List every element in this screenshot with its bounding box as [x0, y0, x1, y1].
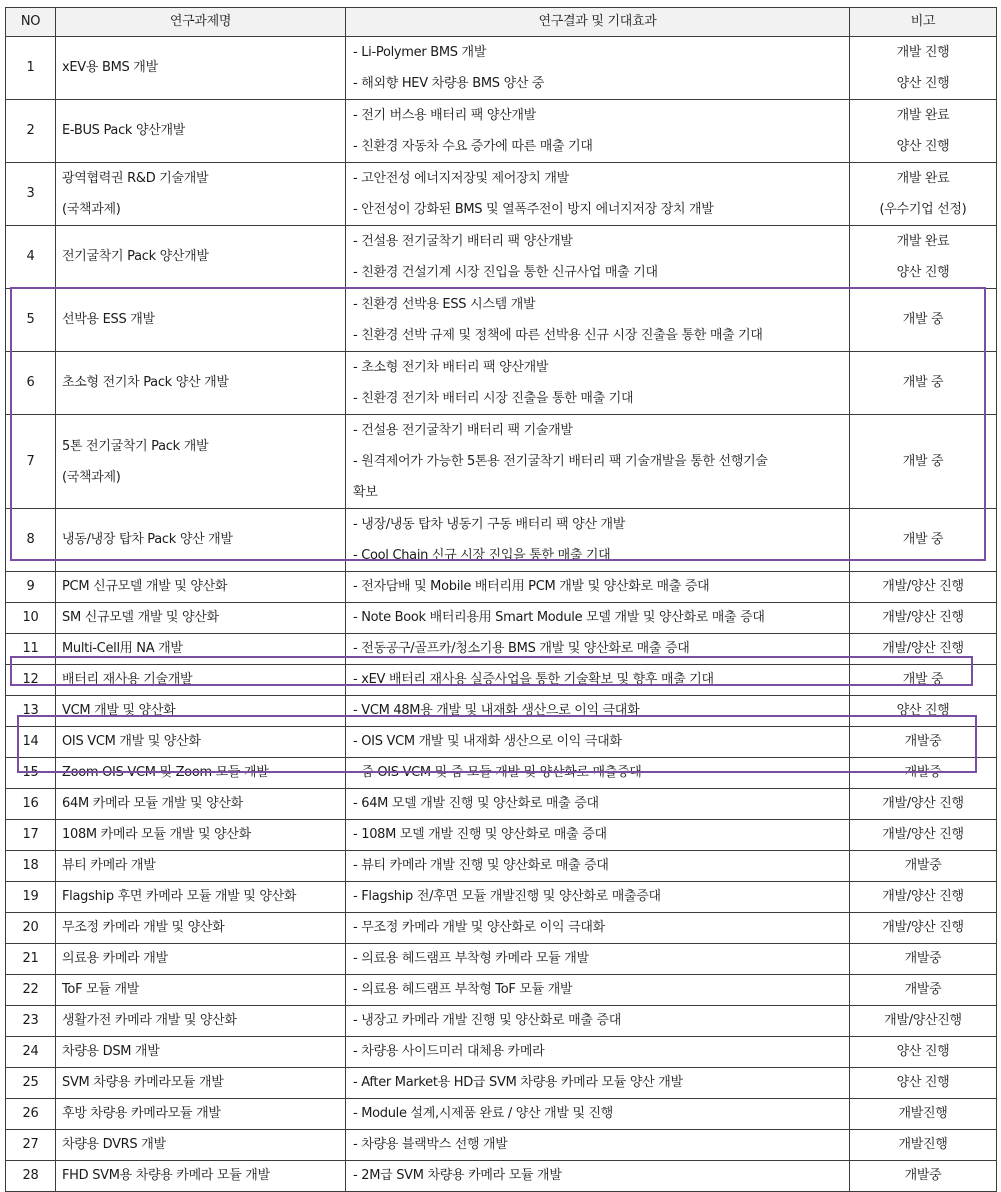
project-note-cell: 개발/양산 진행 [850, 913, 997, 944]
project-note-cell [850, 226, 997, 289]
project-title-cell: 의료용 카메라 개발 [56, 944, 346, 975]
row-number-cell: 18 [6, 851, 56, 882]
project-title-cell: 차량용 DSM 개발 [56, 1037, 346, 1068]
project-result-cell: - After Market용 HD급 SVM 차량용 카메라 모듈 양산 개발 [346, 1068, 850, 1099]
project-result-line: - 초소형 전기차 배터리 팩 양산개발 [353, 360, 549, 375]
row-number-cell: 1 [6, 37, 56, 100]
project-title-cell: 전기굴착기 Pack 양산개발 [56, 226, 346, 289]
project-title-cell: SM 신규모델 개발 및 양산화 [56, 603, 346, 634]
row-number-cell: 28 [6, 1161, 56, 1192]
table-row [6, 665, 997, 696]
project-title-cell: 후방 차량용 카메라모듈 개발 [56, 1099, 346, 1130]
table-row [6, 789, 997, 820]
project-result-cell [346, 226, 850, 289]
table-row [6, 944, 997, 975]
research-projects-table [5, 7, 997, 1192]
project-result-cell: - xEV 배터리 재사용 실증사업을 통한 기술확보 및 향후 매출 기대 [346, 665, 850, 696]
table-row [6, 226, 997, 289]
table-row [6, 727, 997, 758]
table-row [6, 1037, 997, 1068]
project-title-cell: SVM 차량용 카메라모듈 개발 [56, 1068, 346, 1099]
row-number-cell: 8 [6, 509, 56, 572]
project-title-cell: 차량용 DVRS 개발 [56, 1130, 346, 1161]
project-title-cell: FHD SVM용 차량용 카메라 모듈 개발 [56, 1161, 346, 1192]
header-row [6, 8, 997, 37]
project-note-cell: 개발 중 [850, 352, 997, 415]
table-body [6, 37, 997, 1192]
project-note-cell: 개발/양산진행 [850, 1006, 997, 1037]
project-result-cell: - VCM 48M용 개발 및 내재화 생산으로 이익 극대화 [346, 696, 850, 727]
project-result-cell: - 뷰티 카메라 개발 진행 및 양산화로 매출 증대 [346, 851, 850, 882]
row-number-cell: 25 [6, 1068, 56, 1099]
project-result-line: - 안전성이 강화된 BMS 및 열폭주전이 방지 에너지저장 장치 개발 [353, 202, 714, 217]
project-result-cell [346, 100, 850, 163]
research-table-wrapper [5, 7, 996, 1192]
table-row [6, 100, 997, 163]
project-title-line: (국책과제) [62, 469, 121, 485]
project-result-cell: - 차량용 블랙박스 선행 개발 [346, 1130, 850, 1161]
project-result-cell: - OIS VCM 개발 및 내재화 생산으로 이익 극대화 [346, 727, 850, 758]
project-note-cell [850, 163, 997, 226]
project-note-cell: 개발/양산 진행 [850, 820, 997, 851]
table-row [6, 603, 997, 634]
project-result-line: - 친환경 선박 규제 및 정책에 따른 선박용 신규 시장 진출을 통한 매출 기대 [353, 328, 763, 343]
project-result-cell: - Flagship 전/후면 모듈 개발진행 및 양산화로 매출증대 [346, 882, 850, 913]
project-result-cell [346, 509, 850, 572]
project-result-line: - 전기 버스용 배터리 팩 양산개발 [353, 108, 536, 123]
project-title-cell: 선박용 ESS 개발 [56, 289, 346, 352]
table-row [6, 882, 997, 913]
project-title-cell: PCM 신규모델 개발 및 양산화 [56, 572, 346, 603]
table-row [6, 509, 997, 572]
project-title-line: (국책과제) [62, 202, 121, 217]
project-result-line: - 친환경 전기차 배터리 시장 진출을 통한 매출 기대 [353, 391, 634, 406]
row-number-cell: 13 [6, 696, 56, 727]
project-title-cell: 뷰티 카메라 개발 [56, 851, 346, 882]
table-row [6, 415, 997, 509]
project-note-line: 개발 진행 [896, 45, 950, 60]
project-note-cell: 개발진행 [850, 1130, 997, 1161]
project-title-cell: 무조정 카메라 개발 및 양산화 [56, 913, 346, 944]
row-number-cell: 23 [6, 1006, 56, 1037]
project-title-cell [56, 163, 346, 226]
project-title-cell: ToF 모듈 개발 [56, 975, 346, 1006]
project-note-line: (우수기업 선정) [879, 202, 967, 217]
project-note-cell: 양산 진행 [850, 1068, 997, 1099]
project-note-cell [850, 37, 997, 100]
header-note: 비고 [850, 8, 997, 37]
row-number-cell: 10 [6, 603, 56, 634]
project-result-line: - 해외향 HEV 차량용 BMS 양산 중 [353, 76, 545, 91]
table-row [6, 975, 997, 1006]
project-result-cell: - Module 설계,시제품 완료 / 양산 개발 및 진행 [346, 1099, 850, 1130]
table-row [6, 289, 997, 352]
project-result-cell: - 전동공구/골프카/청소기용 BMS 개발 및 양산화로 매출 증대 [346, 634, 850, 665]
project-result-line: - Cool Chain 신규 시장 진입을 통한 매출 기대 [353, 548, 611, 563]
row-number-cell: 21 [6, 944, 56, 975]
project-result-cell: - 무조정 카메라 개발 및 양산화로 이익 극대화 [346, 913, 850, 944]
table-row [6, 1068, 997, 1099]
header-no: NO [6, 8, 56, 37]
row-number-cell: 11 [6, 634, 56, 665]
project-result-line: - 친환경 자동차 수요 증가에 따른 매출 기대 [353, 139, 593, 154]
project-result-cell [346, 415, 850, 509]
project-title-cell: 64M 카메라 모듈 개발 및 양산화 [56, 789, 346, 820]
project-title-cell: Zoom OIS VCM 및 Zoom 모듈 개발 [56, 758, 346, 789]
project-title-cell: 초소형 전기차 Pack 양산 개발 [56, 352, 346, 415]
project-note-cell: 개발 중 [850, 665, 997, 696]
project-result-line: - 건설용 전기굴착기 배터리 팩 양산개발 [353, 234, 573, 249]
project-title-cell: 배터리 재사용 기술개발 [56, 665, 346, 696]
row-number-cell: 15 [6, 758, 56, 789]
project-result-cell: - 64M 모델 개발 진행 및 양산화로 매출 증대 [346, 789, 850, 820]
table-row [6, 1099, 997, 1130]
table-row [6, 1130, 997, 1161]
project-result-cell: - 줌 OIS VCM 및 줌 모듈 개발 및 양산화로 매출증대 [346, 758, 850, 789]
table-row [6, 758, 997, 789]
table-row [6, 851, 997, 882]
table-row [6, 572, 997, 603]
project-result-cell [346, 352, 850, 415]
project-note-cell [850, 100, 997, 163]
table-row [6, 913, 997, 944]
row-number-cell: 5 [6, 289, 56, 352]
project-note-line: 양산 진행 [896, 76, 950, 91]
table-row [6, 696, 997, 727]
project-result-line: - 친환경 선박용 ESS 시스템 개발 [353, 297, 536, 312]
row-number-cell: 4 [6, 226, 56, 289]
project-note-cell: 개발/양산 진행 [850, 572, 997, 603]
table-row [6, 634, 997, 665]
project-result-line: - 원격제어가 가능한 5톤용 전기굴착기 배터리 팩 기술개발을 통한 선행기술 [353, 454, 768, 469]
row-number-cell: 20 [6, 913, 56, 944]
row-number-cell: 19 [6, 882, 56, 913]
project-note-cell: 양산 진행 [850, 1037, 997, 1068]
project-note-cell: 개발중 [850, 975, 997, 1006]
project-result-line: - Li-Polymer BMS 개발 [353, 45, 487, 60]
table-row [6, 1161, 997, 1192]
row-number-cell: 16 [6, 789, 56, 820]
project-note-line: 개발 완료 [896, 171, 950, 186]
table-row [6, 352, 997, 415]
row-number-cell: 27 [6, 1130, 56, 1161]
project-result-line: 확보 [353, 485, 378, 500]
table-row [6, 1006, 997, 1037]
project-result-cell: - Note Book 배터리용用 Smart Module 모델 개발 및 양산화로 매출 증대 [346, 603, 850, 634]
project-title-cell: VCM 개발 및 양산화 [56, 696, 346, 727]
table-row [6, 37, 997, 100]
row-number-cell: 24 [6, 1037, 56, 1068]
project-note-cell: 개발중 [850, 1161, 997, 1192]
project-result-cell: - 차량용 사이드미러 대체용 카메라 [346, 1037, 850, 1068]
project-note-line: 양산 진행 [896, 139, 950, 154]
project-note-cell: 개발/양산 진행 [850, 634, 997, 665]
row-number-cell: 3 [6, 163, 56, 226]
project-note-cell: 개발중 [850, 758, 997, 789]
project-title-cell: OIS VCM 개발 및 양산화 [56, 727, 346, 758]
project-title-cell: 108M 카메라 모듈 개발 및 양산화 [56, 820, 346, 851]
row-number-cell: 14 [6, 727, 56, 758]
row-number-cell: 9 [6, 572, 56, 603]
project-result-cell: - 2M급 SVM 차량용 카메라 모듈 개발 [346, 1161, 850, 1192]
project-result-line: - 고안전성 에너지저장및 제어장치 개발 [353, 171, 569, 186]
row-number-cell: 12 [6, 665, 56, 696]
table-row [6, 163, 997, 226]
project-note-cell: 개발 중 [850, 509, 997, 572]
project-result-cell: - 전자담배 및 Mobile 배터리用 PCM 개발 및 양산화로 매출 증대 [346, 572, 850, 603]
row-number-cell: 26 [6, 1099, 56, 1130]
project-title-cell: 냉동/냉장 탑차 Pack 양산 개발 [56, 509, 346, 572]
project-note-cell: 개발/양산 진행 [850, 603, 997, 634]
table-row [6, 820, 997, 851]
project-title-cell: xEV용 BMS 개발 [56, 37, 346, 100]
project-title-cell: Flagship 후면 카메라 모듈 개발 및 양산화 [56, 882, 346, 913]
project-result-line: - 친환경 건설기계 시장 진입을 통한 신규사업 매출 기대 [353, 265, 658, 280]
project-result-cell: - 의료용 헤드램프 부착형 ToF 모듈 개발 [346, 975, 850, 1006]
project-result-line: - 냉장/냉동 탑차 냉동기 구동 배터리 팩 양산 개발 [353, 517, 626, 532]
row-number-cell: 17 [6, 820, 56, 851]
header-title: 연구과제명 [56, 8, 346, 37]
project-result-cell: - 냉장고 카메라 개발 진행 및 양산화로 매출 증대 [346, 1006, 850, 1037]
project-title-line: 광역협력권 R&D 기술개발 [62, 171, 209, 186]
project-note-cell: 개발/양산 진행 [850, 882, 997, 913]
project-title-line: 5톤 전기굴착기 Pack 개발 [62, 438, 209, 454]
project-note-line: 개발 완료 [896, 108, 950, 123]
project-result-cell [346, 163, 850, 226]
row-number-cell: 7 [6, 415, 56, 509]
project-result-line: - 건설용 전기굴착기 배터리 팩 기술개발 [353, 423, 573, 438]
project-title-cell: E-BUS Pack 양산개발 [56, 100, 346, 163]
project-result-cell: - 108M 모델 개발 진행 및 양산화로 매출 증대 [346, 820, 850, 851]
project-result-cell: - 의료용 헤드램프 부착형 카메라 모듈 개발 [346, 944, 850, 975]
project-result-cell [346, 289, 850, 352]
project-note-cell: 개발중 [850, 727, 997, 758]
project-note-line: 양산 진행 [896, 265, 950, 280]
project-result-cell [346, 37, 850, 100]
row-number-cell: 2 [6, 100, 56, 163]
project-note-cell: 양산 진행 [850, 696, 997, 727]
project-title-cell [56, 415, 346, 509]
project-note-line: 개발 완료 [896, 234, 950, 249]
project-note-cell: 개발중 [850, 851, 997, 882]
project-title-cell: Multi-Cell用 NA 개발 [56, 634, 346, 665]
project-note-cell: 개발중 [850, 944, 997, 975]
header-result: 연구결과 및 기대효과 [346, 8, 850, 37]
project-note-cell: 개발 중 [850, 415, 997, 509]
row-number-cell: 22 [6, 975, 56, 1006]
project-note-cell: 개발 중 [850, 289, 997, 352]
project-title-cell: 생활가전 카메라 개발 및 양산화 [56, 1006, 346, 1037]
project-note-cell: 개발진행 [850, 1099, 997, 1130]
row-number-cell: 6 [6, 352, 56, 415]
project-note-cell: 개발/양산 진행 [850, 789, 997, 820]
